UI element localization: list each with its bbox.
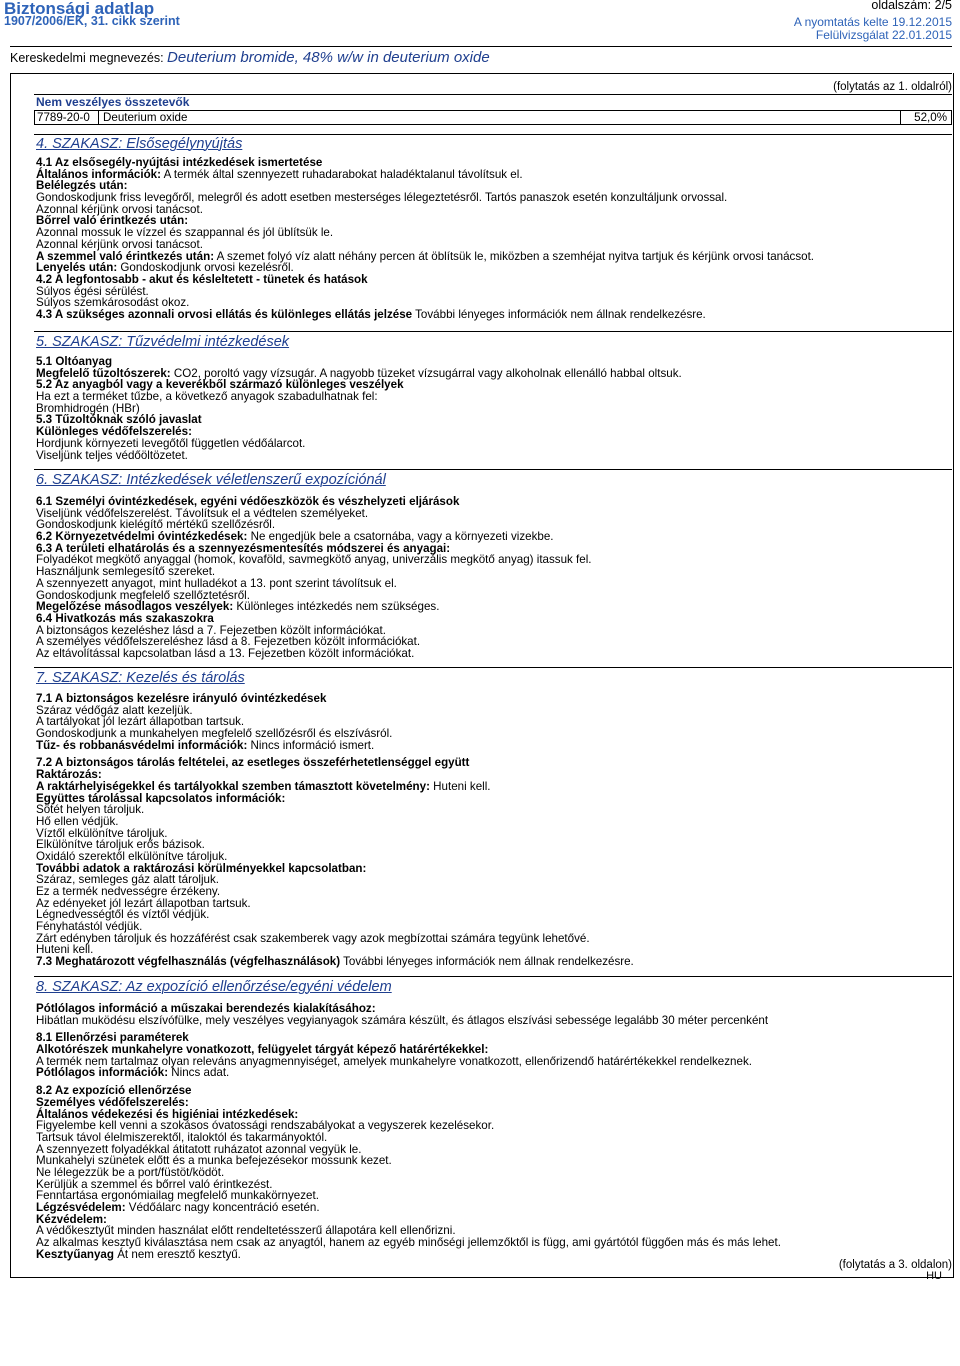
body-text: Ne engedjük bele a csatornába, vagy a környezeti vizekbe.	[247, 530, 554, 544]
bold-label: 6.1 Személyi óvintézkedések, egyéni védőeszközök és vészhelyzeti eljárások	[36, 495, 460, 508]
body-text: A biztonságos kezeléshez lásd a 7. Fejezetben közölt információkat.	[36, 623, 386, 637]
column-divider	[98, 111, 99, 124]
body-text: Védőálarc nagy koncentráció esetén.	[125, 1201, 320, 1214]
section-divider	[34, 976, 952, 977]
body-text: A termék nem tartalmaz olyan releváns anyagmennyiséget, amelyek munkahelyre vonatkozott, ellenőrizendő határértékekkel rendelkeznek.	[36, 1054, 752, 1068]
body-text: A személyes védőfelszereléshez lásd a 8. Fejezetben közölt információkat.	[36, 635, 421, 649]
section-divider	[34, 469, 952, 470]
bold-label: Általános védekezési és higiéniai intézkedések:	[36, 1107, 299, 1121]
header-divider	[10, 46, 952, 47]
text-line	[36, 450, 946, 462]
bold-label: Lenyelés után:	[36, 261, 118, 275]
body-text: Száraz, semleges gáz alatt tároljuk.	[36, 873, 220, 887]
body-text: A szemet folyó víz alatt néhány percen át öblítsük le, miközben a szemhéjat nyitva tartjuk és kérjünk orvosi tanácsot.	[214, 249, 815, 263]
body-text: Azonnal kérjünk orvosi tanácsot.	[36, 237, 203, 251]
body-text: Légnedvességtől és víztől védjük.	[36, 908, 210, 922]
body-text: Azonnal kérjünk orvosi tanácsot.	[36, 202, 203, 216]
section-title: 4. SZAKASZ: Elsősegélynyújtás	[36, 136, 243, 152]
bold-label: További adatok a raktározási körülményekkel kapcsolatban:	[36, 861, 367, 875]
body-text: Fenntartása ergonómiailag megfelelő munkakörnyezet.	[36, 1189, 319, 1203]
bold-label: 7.3 Meghatározott végfelhasználás (végfelhasználások)	[36, 955, 341, 969]
section-title: 8. SZAKASZ: Az expozíció ellenőrzése/egyéni védelem	[36, 979, 392, 995]
body-text: Ha ezt a terméket tűzbe, a következő anyagok szabadulhatnak fel:	[36, 390, 378, 404]
document-title: Biztonsági adatlap	[4, 0, 155, 18]
text-line	[36, 169, 946, 181]
body-text: Száraz védőgáz alatt kezeljük.	[36, 703, 193, 717]
page-number: oldalszám: 2/5	[871, 0, 952, 12]
body-text: Hő ellen védjük.	[36, 814, 119, 828]
bold-label: 4.2 A legfontosabb - akut és késleltetett - tünetek és hatások	[36, 272, 368, 286]
body-text: Az eltávolítással kapcsolatban lásd a 13. Fejezetben közölt információkat.	[36, 646, 415, 660]
section-body	[36, 496, 946, 660]
text-line	[36, 909, 946, 921]
body-text: További lényeges információk nem állnak rendelkezésre.	[340, 955, 634, 969]
bold-label: 7.2 A biztonságos tárolás feltételei, az esetleges összeférhetetlenséggel együtt	[36, 756, 470, 770]
bold-label: Együttes tárolással kapcsolatos információk:	[36, 791, 286, 805]
body-text: Tartsuk távol élelmiszerektől, italoktól és takarmányoktól.	[36, 1130, 328, 1144]
body-text: Nincs információ ismert.	[247, 738, 375, 752]
body-text: Fényhatástól védjük.	[36, 920, 143, 934]
continued-from-note: (folytatás az 1. oldalról)	[833, 81, 952, 93]
body-text: A szennyezett anyagot, mint hulladékot a 13. pont szerint távolítsuk el.	[36, 576, 397, 590]
body-text: Viseljünk teljes védőöltözetet.	[36, 448, 188, 462]
section-body	[36, 356, 946, 461]
body-text: Hordjunk környezeti levegőtől független védőálarcot.	[36, 436, 306, 450]
component-cas: 7789-20-0	[37, 111, 90, 124]
bold-label: Légzésvédelem:	[36, 1201, 126, 1214]
text-line	[36, 816, 946, 828]
section-divider	[34, 331, 952, 332]
section-title: 5. SZAKASZ: Tűzvédelmi intézkedések	[36, 334, 290, 350]
bold-label: Megelőzése másodlagos veszélyek:	[36, 600, 234, 614]
text-line	[36, 391, 946, 403]
continued-to-note: (folytatás a 3. oldalon)	[838, 1259, 952, 1271]
section-title: 6. SZAKASZ: Intézkedések véletlenszerű expozíciónál	[36, 472, 386, 488]
body-text: Azonnal mossuk le vízzel és szappannal és jól üblítsük le.	[36, 226, 334, 240]
text-line	[36, 933, 946, 945]
body-text: Gondoskodjunk friss levegőről, melegről és adott esetben mesterséges lélegeztetésről. Tartós panaszok esetén konzultáljunk orvossal.	[36, 191, 728, 205]
bold-label: Tűz- és robbanásvédelmi információk:	[36, 738, 248, 752]
body-text: Figyelembe kell venni a szokásos óvatossági rendszabályokat a vegyszerek kezelésekor.	[36, 1119, 495, 1133]
body-text: Ez a termék nedvességre érzékeny.	[36, 885, 221, 898]
text-line	[36, 956, 946, 968]
text-line	[36, 1202, 946, 1214]
body-text: Az edényeket jól lezárt állapotban tartsuk.	[36, 896, 251, 910]
language-code: HU	[926, 1270, 942, 1282]
body-text: Hibátlan muködésu elszívófülke, mely veszélyes vegyianyagok számára készült, és átlagos elszívási sebessége legalább 30 méter percenként	[36, 1013, 769, 1027]
bold-label: 5.3 Tűzoltóknak szóló javaslat	[36, 413, 202, 427]
body-text: Víztől elkülönítve tároljuk.	[36, 826, 168, 840]
bold-label: 6.3 A területi elhatárolás és a szennyezésmentesítés módszerei és anyagai:	[36, 541, 451, 555]
body-text: Gondoskodjunk megfelelő szellőztetésről.	[36, 588, 250, 602]
bold-label: Pótlólagos információk:	[36, 1066, 169, 1080]
bold-label: 5.1 Oltóanyag	[36, 355, 113, 368]
bold-label: 4.3 A szükséges azonnali orvosi ellátás és különleges ellátás jelzése	[36, 307, 413, 321]
bold-label: Általános információk:	[36, 167, 161, 181]
body-text: További lényeges információk nem állnak rendelkezésre.	[412, 307, 706, 321]
bold-label: A raktárhelyiségekkel és tartályokkal szemben támasztott követelmény:	[36, 779, 430, 793]
trade-name	[10, 49, 490, 66]
bold-label: Kézvédelem:	[36, 1212, 107, 1226]
bold-label: Bőrrel való érintkezés után:	[36, 214, 189, 228]
text-line	[36, 1067, 946, 1079]
section-body	[36, 693, 946, 968]
bold-label: 6.4 Hivatkozás más szakaszokra	[36, 611, 214, 625]
bold-label: 5.2 Az anyagból vagy a keverékből származó különleges veszélyek	[36, 378, 404, 392]
body-text: CO2, poroltó vagy vízsugár. A nagyobb tüzeket vízsugárral vagy alkoholnak ellenálló habbal oltsuk.	[170, 366, 682, 380]
body-text: A védőkesztyűt minden használat előtt rendeltetésszerű állapotára kell ellenőrizni.	[36, 1224, 456, 1238]
body-text: Gondoskodjunk kielégítő mértékű szellőzésről.	[36, 518, 276, 532]
body-text: Ne lélegezzük be a port/füstöt/ködöt.	[36, 1165, 225, 1179]
body-text: Viseljünk védőfelszerelést. Távolítsuk el a védtelen személyeket.	[36, 506, 369, 520]
body-text: Nincs adat.	[168, 1066, 230, 1080]
bold-label: Kesztyűanyag	[36, 1247, 114, 1261]
column-divider	[900, 111, 901, 124]
text-line	[36, 309, 946, 321]
body-text: A szennyezett folyadékkal átitatott ruházatot azonnal vegyük le.	[36, 1142, 362, 1156]
component-concentration: 52,0%	[914, 111, 947, 124]
body-text: Át nem eresztő kesztyű.	[113, 1247, 241, 1261]
bold-label: Pótlólagos információ a műszakai berendezés kialakításához:	[36, 1002, 376, 1015]
body-text: Zárt edényben tároljuk és hozzáférést csak szakemberek vagy azok megbízottai számára tegyünk lehetővé.	[36, 931, 590, 945]
body-text: Folyadékot megkötő anyaggal (homok, kovaföld, savmegkötő anyag, univerzális megkötő anyag) itassuk fel.	[36, 553, 592, 567]
section-body	[36, 157, 946, 321]
bold-label: Személyes védőfelszerelés:	[36, 1095, 189, 1109]
bold-label: 7.1 A biztonságos kezelésre irányuló óvintézkedések	[36, 692, 327, 705]
trade-name-label: Kereskedelmi megnevezés:	[10, 51, 164, 65]
body-text: A tartályokat jól lezárt állapotban tartsuk.	[36, 715, 245, 729]
section-body	[36, 1003, 946, 1260]
body-text: Különleges intézkedés nem szükséges.	[233, 600, 440, 614]
body-text: Elkülönítve tároljuk erős bázisok.	[36, 838, 205, 852]
body-text: A termék által szennyezett ruhadarabokat haladéktalanul távolítsuk el.	[160, 167, 523, 181]
regulation-reference: 1907/2006/EK, 31. cikk szerint	[4, 14, 180, 28]
print-date: A nyomtatás kelte 19.12.2015	[793, 15, 952, 29]
body-text: Sötét helyen tároljuk.	[36, 803, 145, 817]
body-text: Az alkalmas kesztyű kiválasztása nem csak az anyagtól, hanem az egyéb minőségi jellemzőktől is függ, ami gyártótól függően más és más lehet.	[36, 1236, 781, 1250]
text-line	[36, 740, 946, 752]
text-line	[36, 1015, 946, 1027]
revision-date: Felülvizsgálat 22.01.2015	[815, 28, 952, 42]
body-text: Huteni kell.	[36, 943, 94, 957]
bold-label: Alkotórészek munkahelyre vonatkozott, felügyelet tárgyát képező határértékekkel:	[36, 1043, 489, 1057]
text-line	[36, 804, 946, 816]
section-title: 7. SZAKASZ: Kezelés és tárolás	[36, 670, 245, 686]
text-line	[36, 1249, 946, 1261]
bold-label: 4.1 Az elsősegély-nyújtási intézkedések ismertetése	[36, 156, 323, 169]
body-text: Huteni kell.	[429, 779, 491, 793]
text-line	[36, 757, 946, 769]
body-text: Gondoskodjunk orvosi kezelésről.	[117, 261, 294, 275]
bold-label: Raktározás:	[36, 768, 102, 782]
bold-label: Belélegzés után:	[36, 179, 128, 193]
body-text: Bromhidrogén (HBr)	[36, 401, 140, 415]
section-divider	[34, 134, 952, 135]
bold-label: Különleges védőfelszerelés:	[36, 425, 192, 439]
bold-label: 8.2 Az expozíció ellenőrzése	[36, 1084, 192, 1098]
body-text: Használjunk semlegesítő szereket.	[36, 565, 216, 579]
component-name: Deuterium oxide	[103, 111, 188, 124]
bold-label: 8.1 Ellenőrzési paraméterek	[36, 1031, 189, 1045]
bold-label: 6.2 Környezetvédelmi óvintézkedések:	[36, 530, 248, 544]
trade-name-value: Deuterium bromide, 48% w/w in deuterium oxide	[167, 49, 490, 66]
bold-label: Megfelelő tűzoltószerek:	[36, 366, 171, 380]
body-text: Súlyos égési sérülést.	[36, 284, 149, 298]
text-line	[36, 793, 946, 805]
body-text: Súlyos szemkárosodást okoz.	[36, 296, 190, 310]
text-line	[36, 274, 946, 286]
section-divider	[34, 667, 952, 668]
components-heading: Nem veszélyes összetevők	[36, 95, 190, 109]
body-text: Gondoskodjunk a munkahelyen megfelelő szellőzésről és elszívásról.	[36, 727, 393, 741]
body-text: Oxidáló szerektől elkülönítve tároljuk.	[36, 849, 228, 863]
body-text: Munkahelyi szünetek előtt és a munka befejezésekor mossunk kezet.	[36, 1154, 392, 1168]
bold-label: A szemmel való érintkezés után:	[36, 249, 215, 263]
component-row	[34, 110, 952, 125]
body-text: Kerüljük a szemmel és bőrrel való érintkezést.	[36, 1177, 273, 1191]
text-line	[36, 648, 946, 660]
